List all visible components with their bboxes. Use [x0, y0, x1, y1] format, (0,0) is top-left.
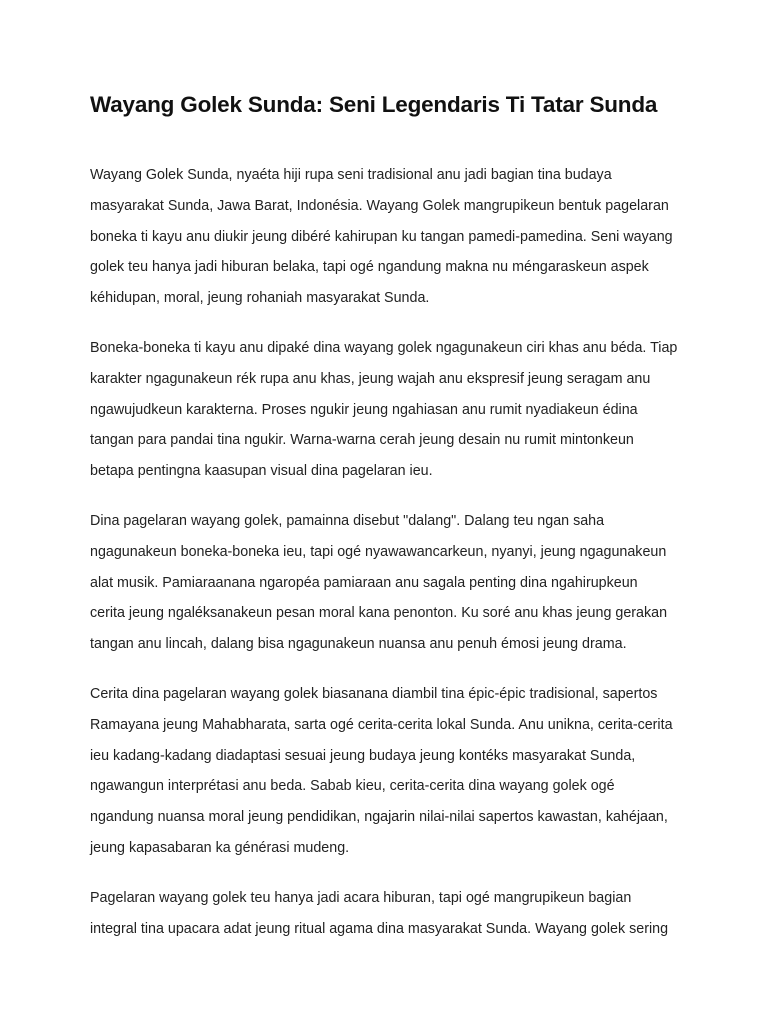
text-line: tangan anu lincah, dalang bisa ngagunakeun nuansa anu penuh émosi jeung drama.	[90, 636, 627, 653]
text-line: tangan para pandai tina ngukir. Warna-warna cerah jeung desain nu rumit mintonkeun	[90, 432, 634, 449]
text-line: karakter ngagunakeun rék rupa anu khas, jeung wajah anu ekspresif jeung seragam anu	[90, 370, 651, 387]
text-line: ngagunakeun boneka-boneka ieu, tapi ogé nyawawancarkeun, nyanyi, jeung ngagunakeun	[90, 543, 667, 560]
text-line: masyarakat Sunda, Jawa Barat, Indonésia. Wayang Golek mangrupikeun bentuk pagelaran	[90, 197, 669, 214]
paragraph	[90, 160, 690, 314]
text-line: boneka ti kayu anu diukir jeung dibéré kahirupan ku tangan pamedi-pamedina. Seni wayang	[90, 228, 673, 245]
paragraph	[90, 506, 690, 660]
text-line: golek teu hanya jadi hiburan belaka, tapi ogé ngandung makna nu méngaraskeun aspek	[90, 259, 649, 276]
text-line: Ramayana jeung Mahabharata, sarta ogé cerita-cerita lokal Sunda. Anu unikna, cerita-cerita	[90, 716, 673, 733]
text-line: betapa pentingna kaasupan visual dina pagelaran ieu.	[90, 463, 433, 480]
text-line: cerita jeung ngaléksanakeun pesan moral kana penonton. Ku soré anu khas jeung gerakan	[90, 605, 668, 622]
text-line: Pagelaran wayang golek teu hanya jadi acara hiburan, tapi ogé mangrupikeun bagian	[90, 889, 632, 906]
text-line: ngawangun interprétasi anu beda. Sabab kieu, cerita-cerita dina wayang golek ogé	[90, 778, 615, 795]
document-body	[90, 160, 690, 963]
paragraph	[90, 883, 690, 945]
text-line: Boneka-boneka ti kayu anu dipaké dina wayang golek ngagunakeun ciri khas anu béda. Tiap	[90, 339, 678, 356]
text-line: jeung kapasabaran ka générasi mudeng.	[90, 839, 350, 856]
document-title: Wayang Golek Sunda: Seni Legendaris Ti Tatar Sunda	[90, 92, 658, 117]
text-line: ngandung nuansa moral jeung pendidikan, ngajarin nilai-nilai sapertos kawastan, kahéjaan,	[90, 809, 668, 826]
text-line: ieu kadang-kadang diadaptasi sesuai jeung budaya jeung kontéks masyarakat Sunda,	[90, 747, 636, 764]
paragraph	[90, 333, 690, 487]
text-line: kéhidupan, moral, jeung rohaniah masyarakat Sunda.	[90, 290, 430, 307]
text-line: Wayang Golek Sunda, nyaéta hiji rupa seni tradisional anu jadi bagian tina budaya	[90, 167, 612, 183]
text-line: alat musik. Pamiaraanana ngaropéa pamiaraan anu sagala penting dina ngahirupkeun	[90, 574, 638, 591]
text-line: ngawujudkeun karakterna. Proses ngukir jeung ngahiasan anu rumit nyadiakeun édina	[90, 401, 638, 418]
paragraph	[90, 679, 690, 864]
text-line: Dina pagelaran wayang golek, pamainna disebut "dalang". Dalang teu ngan saha	[90, 512, 605, 529]
text-line: integral tina upacara adat jeung ritual agama dina masyarakat Sunda. Wayang golek sering	[90, 920, 669, 937]
text-line: Cerita dina pagelaran wayang golek biasanana diambil tina épic-épic tradisional, sapertos	[90, 685, 658, 702]
